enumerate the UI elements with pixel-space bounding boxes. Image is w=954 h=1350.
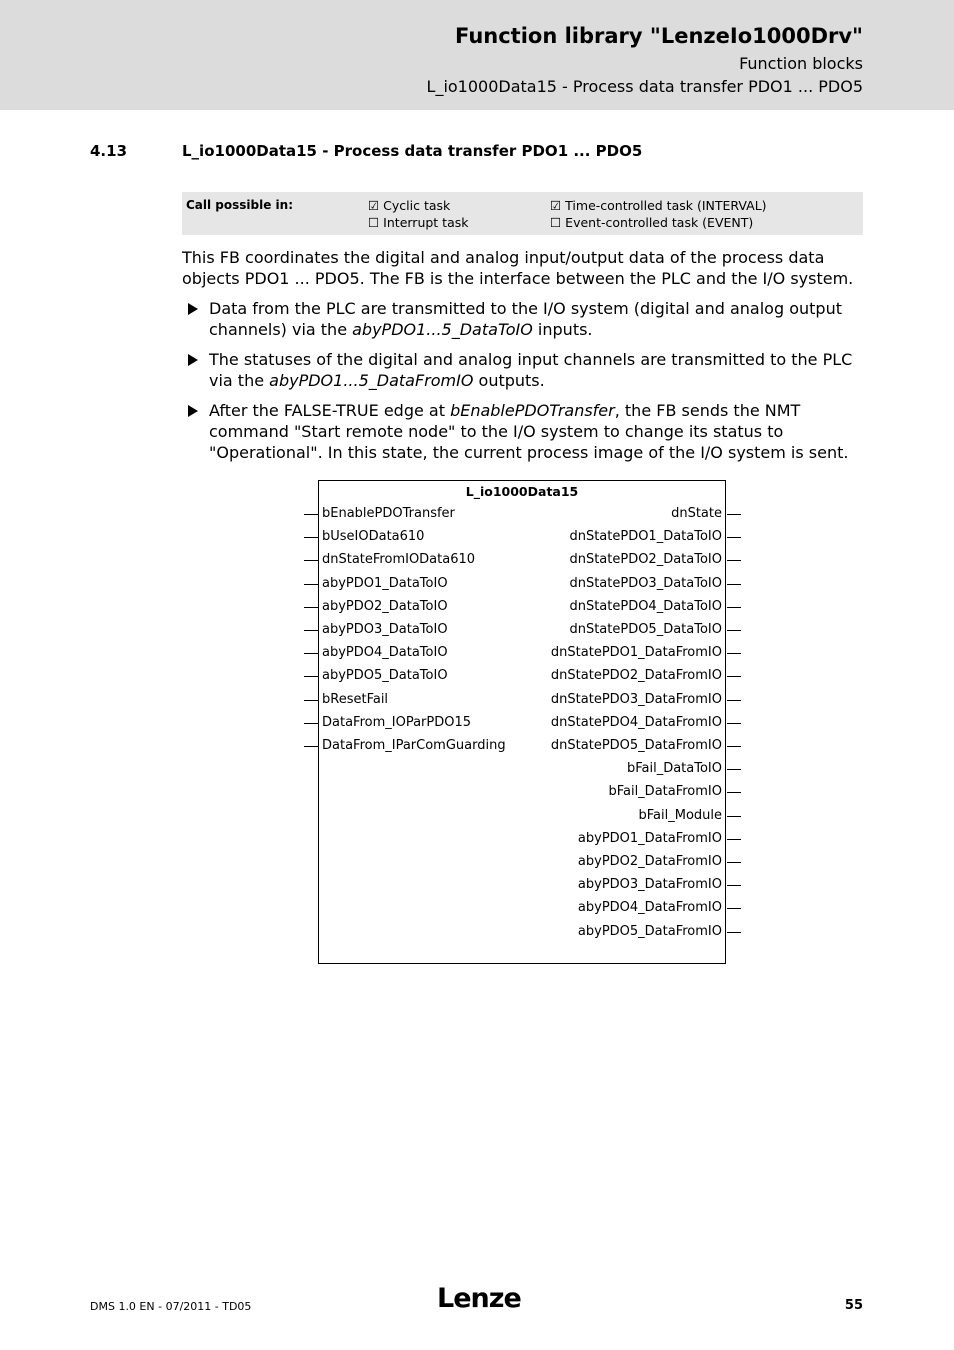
input-pin-label: bUseIOData610: [322, 529, 425, 545]
output-pin-line: [727, 630, 741, 631]
input-pin-label: dnStateFromIOData610: [322, 552, 476, 568]
output-pin-label: abyPDO3_DataFromIO: [577, 877, 722, 893]
input-pin-line: [304, 676, 318, 677]
output-pin-label: abyPDO1_DataFromIO: [577, 830, 722, 846]
output-pin-label: dnStatePDO5_DataToIO: [569, 622, 722, 637]
header-subtitle-section: L_io1000Data15 - Process data transfer PDO1 ... PDO5: [426, 77, 863, 96]
output-pin-line: [727, 607, 741, 608]
output-pin-label: bFail_Module: [638, 807, 722, 823]
output-pin-label: bFail_DataToIO: [626, 761, 722, 777]
output-pin-label: dnStatePDO4_DataFromIO: [550, 714, 722, 730]
output-pin-line: [727, 584, 741, 585]
output-pin-line: [727, 816, 741, 817]
output-pin-line: [727, 560, 741, 561]
input-pin-label: abyPDO1_DataToIO: [322, 575, 448, 591]
output-pin-line: [727, 746, 741, 747]
header-title: Function library "LenzeIo1000Drv": [455, 24, 863, 48]
input-pin-label: DataFrom_IParComGuarding: [322, 738, 506, 753]
page-number: 55: [844, 1298, 863, 1313]
output-pin-label: dnStatePDO1_DataFromIO: [550, 645, 722, 661]
input-pin-line: [304, 653, 318, 654]
header-subtitle-chapter: Function blocks: [739, 54, 863, 73]
input-pin-label: abyPDO5_DataToIO: [322, 668, 448, 684]
function-block-name: L_io1000Data15: [465, 484, 579, 499]
intro-paragraph: This FB coordinates the digital and analog input/output data of the process data objects PDO1 ... PDO5. The FB is the interface between the PLC and the I/O system.: [182, 248, 854, 288]
option-event-controlled-task: ☐ Event-controlled task (EVENT): [550, 215, 754, 230]
option-time-controlled-task: ☑ Time-controlled task (INTERVAL): [550, 198, 767, 213]
input-pin-line: [304, 700, 318, 701]
input-pin-line: [304, 723, 318, 724]
output-pin-line: [727, 792, 741, 793]
bullet-item: Data from the PLC are transmitted to the I/O system (digital and analog output channels) via the abyPDO1...5_DataToIO inputs.: [182, 298, 863, 340]
output-pin-label: abyPDO5_DataFromIO: [577, 923, 722, 939]
output-pin-label: dnStatePDO3_DataToIO: [569, 575, 722, 591]
output-pin-line: [727, 908, 741, 909]
input-pin-line: [304, 746, 318, 747]
output-pin-line: [727, 932, 741, 933]
input-pin-label: bResetFail: [322, 691, 389, 707]
bullet-triangle-icon: [188, 303, 198, 315]
option-interrupt-task: ☐ Interrupt task: [368, 215, 469, 230]
input-pin-label: bEnablePDOTransfer: [322, 506, 455, 521]
bullet-triangle-icon: [188, 405, 198, 417]
output-pin-label: abyPDO4_DataFromIO: [577, 900, 722, 916]
page-header: [0, 0, 954, 110]
input-pin-line: [304, 514, 318, 515]
input-pin-line: [304, 560, 318, 561]
output-pin-line: [727, 862, 741, 863]
output-pin-label: dnStatePDO4_DataToIO: [569, 598, 722, 614]
output-pin-label: dnState: [671, 506, 722, 521]
output-pin-line: [727, 514, 741, 515]
bullet-triangle-icon: [188, 354, 198, 366]
input-pin-line: [304, 537, 318, 538]
call-possible-box: [182, 192, 863, 235]
lenze-logo: Lenze: [437, 1283, 521, 1314]
section-title: L_io1000Data15 - Process data transfer PDO1 ... PDO5: [182, 142, 643, 160]
output-pin-label: bFail_DataFromIO: [608, 784, 722, 800]
bullet-item: The statuses of the digital and analog input channels are transmitted to the PLC via the abyPDO1...5_DataFromIO outputs.: [182, 349, 863, 391]
output-pin-label: dnStatePDO2_DataFromIO: [550, 668, 722, 684]
input-pin-label: abyPDO2_DataToIO: [322, 598, 448, 614]
section-number: 4.13: [90, 142, 128, 160]
output-pin-line: [727, 676, 741, 677]
output-pin-line: [727, 537, 741, 538]
output-pin-line: [727, 839, 741, 840]
output-pin-line: [727, 885, 741, 886]
output-pin-label: dnStatePDO3_DataFromIO: [550, 691, 722, 707]
input-pin-line: [304, 584, 318, 585]
bullet-list: [182, 298, 863, 472]
input-pin-label: abyPDO3_DataToIO: [322, 622, 448, 637]
input-pin-label: abyPDO4_DataToIO: [322, 645, 448, 661]
output-pin-label: dnStatePDO1_DataToIO: [569, 529, 722, 545]
input-pin-label: DataFrom_IOParPDO15: [322, 714, 472, 730]
bullet-item: After the FALSE-TRUE edge at bEnablePDOTransfer, the FB sends the NMT command "Start remote node" to the I/O system to change its status to "Operational". In this state, the current process image of the I/O system is sent.: [182, 400, 863, 463]
input-pin-line: [304, 607, 318, 608]
output-pin-label: dnStatePDO5_DataFromIO: [550, 738, 722, 753]
input-pin-line: [304, 630, 318, 631]
output-pin-line: [727, 769, 741, 770]
footer-doc-id: DMS 1.0 EN - 07/2011 - TD05: [90, 1300, 252, 1313]
option-cyclic-task: ☑ Cyclic task: [368, 198, 451, 213]
output-pin-label: dnStatePDO2_DataToIO: [569, 552, 722, 568]
call-possible-label: Call possible in:: [186, 198, 294, 212]
output-pin-line: [727, 700, 741, 701]
output-pin-label: abyPDO2_DataFromIO: [577, 854, 722, 869]
output-pin-line: [727, 653, 741, 654]
output-pin-line: [727, 723, 741, 724]
